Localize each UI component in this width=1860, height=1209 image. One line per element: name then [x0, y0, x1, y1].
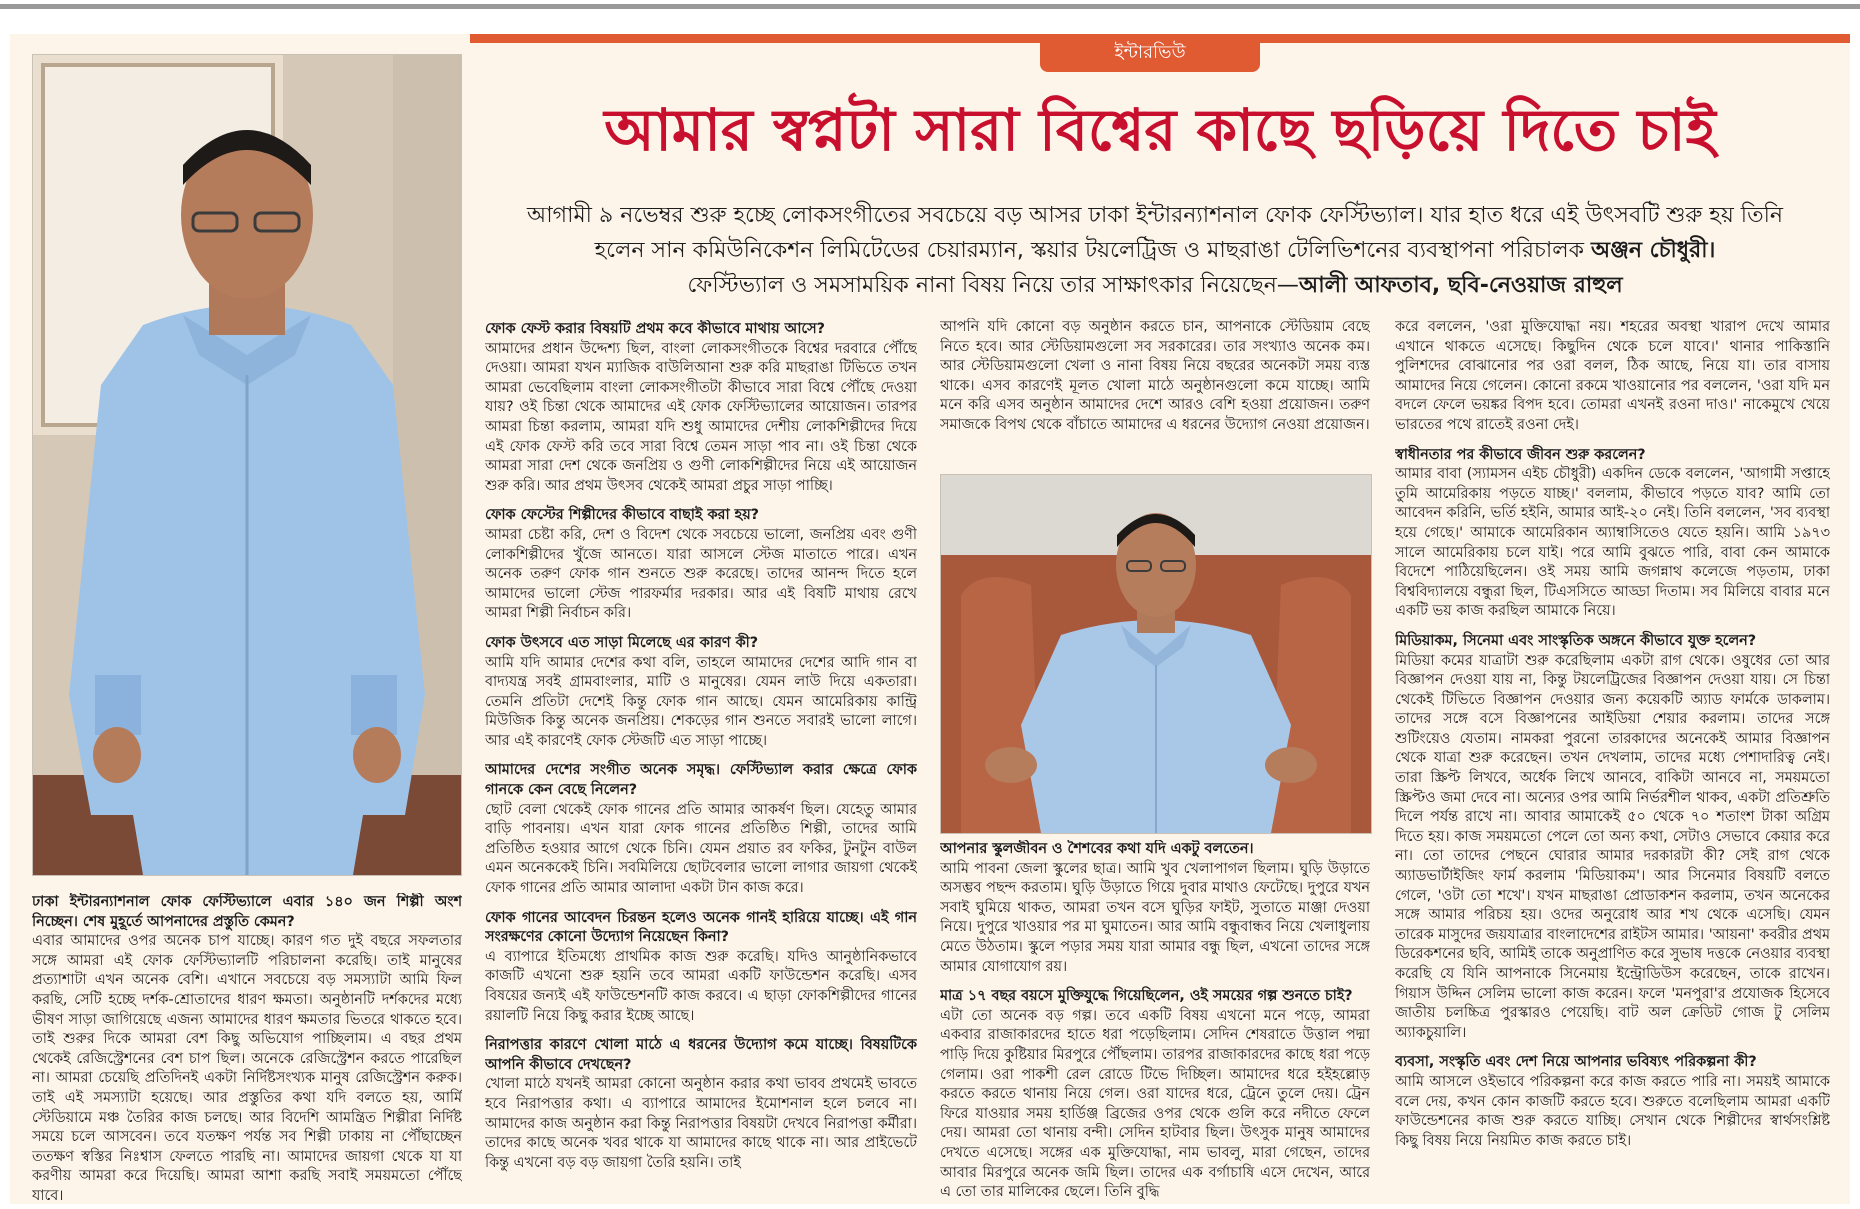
article-column-3-top [940, 318, 1370, 458]
answer: খোলা মাঠে যখনই আমরা কোনো অনুষ্ঠান করার কথা ভাবব প্রথমেই ভাবতে হবে নিরাপত্তার কথা। এ ব্যাপারে আমাদের ইমোশনাল হলে চলবে না। আমাদের কাজ অনুষ্ঠান করা কিন্তু নিরাপত্তার বিষয়টা দেখবে নিরাপত্তা কর্মীরা। তাদের কাছে অনেক খবর থাকে যা আমাদের কাছে থাকে না। আর প্রাইভেটে কিন্তু এখনো বড় বড় জায়গা তৈরি হয়নি। তাই [485, 1076, 917, 1171]
question: মাত্র ১৭ বছর বয়সে মুক্তিযুদ্ধে গিয়েছিলেন, ওই সময়ের গল্প শুনতে চাই? [940, 988, 1353, 1005]
question: ফোক গানের আবেদন চিরন্তন হলেও অনেক গানই হারিয়ে যাচ্ছে। এই গান সংরক্ষণের কোনো উদ্যোগ নিয়েছেন কিনা? [485, 909, 917, 946]
answer: ছোট বেলা থেকেই ফোক গানের প্রতি আমার আকর্ষণ ছিল। যেহেতু আমার বাড়ি পাবনায়। এখন যারা ফোক গানের প্রতিষ্ঠিত শিল্পী, তাদের আমি প্রতিষ্ঠিত হওয়ার আগে থেকে চিনি। যেমন প্রয়াত রব ফকির, টুনটুন বাউল এমন অনেককেই চিনি। সবমিলিয়ে ছোটবেলার ভালো লাগার জায়গা থেকেই ফোক গানের প্রতি আমার আলাদা একটা টান কাজ করে। [485, 801, 917, 897]
answer: আমি পাবনা জেলা স্কুলের ছাত্র। আমি খুব খেলাপাগল ছিলাম। ঘুড়ি উড়াতে অসম্ভব পছন্দ করতাম। ঘুড়ি উড়াতে গিয়ে দুবার মাথাও ফেটেছে। দুপুরে যখন সবাই ঘুমিয়ে থাকত, আমরা তখন বসে ঘুড়ির ফাইট, সুতাতে মাঞ্জা দেওয়া নিয়ে। দুপুরে খাওয়ার পর মা ঘুমাতেন। আর আমি বন্ধুবান্ধব নিয়ে খেলাধুলায় মেতে উঠতাম। স্কুলে পড়ার সময় যারা আমার বন্ধু ছিল, এখনো তাদের সঙ্গে আমার যোগাযোগ রয়। [940, 860, 1370, 975]
answer: আমরা চেষ্টা করি, দেশ ও বিদেশ থেকে সবচেয়ে ভালো, জনপ্রিয় এবং গুণী লোকশিল্পীদের খুঁজে আনতে। যারা আসলে স্টেজ মাতাতে পারে। এখন অনেক তরুণ ফোক গান শুনতে শুরু করেছে। তাদের আনন্দ দিতে হলে আমাদের ভালো স্টেজ পারফর্মার দরকার। আর এই বিষটি মাথায় রেখে আমরা শিল্পী নির্বাচন করি। [485, 526, 917, 622]
question: আমাদের দেশের সংগীত অনেক সমৃদ্ধ। ফেস্টিভ্যাল করার ক্ষেত্রে ফোক গানকে কেন বেছে নিলেন? [485, 762, 917, 799]
intro-line-2: হলেন সান কমিউনিকেশন লিমিটেডের চেয়ারম্যান, স্কয়ার টয়লেট্রিজ ও মাছরাঙা টেলিভিশনের ব্যবস্থাপনা পরিচালক অঞ্জন চৌধুরী। [594, 238, 1716, 263]
answer: আমাদের প্রধান উদ্দেশ্য ছিল, বাংলা লোকসংগীতকে বিশ্বের দরবারে পৌঁছে দেওয়া। আমরা যখন ম্যাজিক বাউলিআনা শুরু করি মাছরাঙা টিভিতে তখন আমরা ভেবেছিলাম বাংলা লোকসংগীতটা কীভাবে সারা বিশ্বে পৌঁছে দেওয়া যায়? ওই চিন্তা থেকে আমাদের এই ফোক ফেস্টিভ্যালের আয়োজন। তারপর আমরা চিন্তা করলাম, আমরা যদি শুধু আমাদের দেশীয় লোকশিল্পীদের দিয়ে এই ফোক ফেস্ট করি তবে সারা বিশ্বে তেমন সাড়া পাব না। ওই চিন্তা থেকে আমরা সারা দেশ থেকে জনপ্রিয় ও গুণী লোকশিল্পীদের নিয়ে এই আয়োজন শুরু করি। আর প্রথম উৎসব থেকেই আমরা প্রচুর সাড়া পাচ্ছি। [485, 340, 917, 494]
question: ব্যবসা, সংস্কৃতি এবং দেশ নিয়ে আপনার ভবিষ্যৎ পরিকল্পনা কী? [1395, 1054, 1757, 1071]
article-column-3-bottom [940, 840, 1370, 1205]
answer: আমি যদি আমার দেশের কথা বলি, তাহলে আমাদের দেশের আদি গান বা বাদ্যযন্ত্র সবই গ্রামবাংলার, মাটি ও মানুষের। যেমন লাউ দিয়ে একতারা। তেমনি প্রতিটা দেশেই কিন্তু ফোক গান আছে। যেমন আমেরিকায় কান্ট্রি মিউজিক কিন্তু অনেক জনপ্রিয়। শেকড়ের গান শুনতে সবারই ভালো লাগে। আর এই কারণেই ফোক স্টেজটি এত সাড়া পাচ্ছে। [485, 654, 917, 749]
top-rule [0, 4, 1860, 9]
question: মিডিয়াকম, সিনেমা এবং সাংস্কৃতিক অঙ্গনে কীভাবে যুক্ত হলেন? [1395, 632, 1757, 649]
question: ফোক উৎসবে এত সাড়া মিলেছে এর কারণ কী? [485, 634, 759, 651]
answer: এটা তো অনেক বড় গল্প। তবে একটি বিষয় এখনো মনে পড়ে, আমরা একবার রাজাকারদের হাতে ধরা পড়েছিলাম। সেদিন শেষরাতে উত্তাল পদ্মা পাড়ি দিয়ে কুষ্টিয়ার মিরপুরে পৌঁছলাম। তারপর রাজাকারদের কাছে ধরা পড়ে গেলাম। ওরা পাকশী রেল রোডে টিভে দিচ্ছিল। আমাদের ধরে হইহল্লোড় করতে করতে থানায় নিয়ে গেল। ওরা যাদের ধরে, ট্রেনে তুলে দেয়। ট্রেন ফিরে যাওয়ার সময় হার্ডিঞ্জ ব্রিজের ওপর থেকে গুলি করে নদীতে ফেলে দেয়। আমরা তো থানায় বন্দী। সেদিন হাটবার ছিল। উৎসুক মানুষ আমাদের দেখতে এসেছে। সঙ্গের এক মুক্তিযোদ্ধা, নাম ভাবলু, মারা গেছেন, তাদের আবার মিরপুরে অনেক জমি ছিল। তাদের এক বর্গাচাষি এসে দেখেন, আরে এ তো তার মালিকের ছেলে। তিনি বুদ্ধি [940, 1007, 1370, 1201]
answer: মিডিয়া কমের যাত্রাটা শুরু করেছিলাম একটা রাগ থেকে। ওষুধের তো আর বিজ্ঞাপন দেওয়া যায় না, কিন্তু টয়লেট্রিজের বিজ্ঞাপন দেওয়া যায়। সে চিন্তা থেকেই টিভিতে বিজ্ঞাপন দেওয়ার জন্য কয়েকটি অ্যাড ফার্মকে ডাকলাম। তাদের সঙ্গে বসে বিজ্ঞাপনের আইডিয়া শেয়ার করলাম। তাদের সঙ্গে শুটিংয়েও যেতাম। নামকরা পুরনো তারকাদের অনেকেই আমার বিজ্ঞাপন থেকে যাত্রা শুরু করেছেন। তখন দেখলাম, তাদের মধ্যে পেশাদারিত্ব নেই। তারা স্ক্রিপ্ট লিখবে, অর্ধেক লিখে আনবে, বাকিটা আনবে না, সময়মতো স্ক্রিপ্টও জমা দেবে না। অন্যের ওপর আমি নির্ভরশীল থাকব, একটা প্রতিশ্রুতি দিলে পর্যন্ত রাখে না। আবার আমাকেই ৫০ থেকে ৭০ শতাংশ টাকা অগ্রিম দিতে হয়। কাজ সময়মতো পেলে তো অন্য কথা, সেটাও সেভাবে কেয়ার করে না। তো তাদের পেছনে ঘোরার আমার দরকারটা কী? সেই রাগ থেকে অ্যাডভার্টাইজিং ফার্ম করলাম 'মিডিয়াকম'। আর সিনেমার বিষয়টি বলতে গেলে, 'ওটা তো শখে'। যখন মাছরাঙা প্রোডাকশন করলাম, তখন অনেকের সঙ্গে আমার পরিচয় হয়। ওদের অনুরোধ আর শখ থেকে এসেছি। যেমন তারেক মাসুদের জয়যাত্রার বাংলাদেশের রাইটস আমার। 'আয়না' কবরীর প্রথম ডিরেকশনের ছবি, আমিই তাকে অনুপ্রাণিত করে সুভাষ দত্তকে নেওয়ার ব্যবস্থা করেছি যে যিনি আপনাকে সিনেমায় ইন্ট্রোডিউস করেছেন, তাকে রাখেন। গিয়াস উদ্দিন সেলিম ভালো কাজ করেন। ফলে 'মনপুরা'র প্রযোজক হিসেবে জাতীয় চলচ্চিত্র পুরস্কারও পেয়েছি। বাট অল ক্রেডিট গোজ টু সেলিম অ্যাকচুয়ালি। [1395, 652, 1830, 1041]
question: নিরাপত্তার কারণে খোলা মাঠে এ ধরনের উদ্যোগ কমে যাচ্ছে। বিষয়টিকে আপনি কীভাবে দেখছেন? [485, 1037, 917, 1073]
question: ফোক ফেস্টের শিল্পীদের কীভাবে বাছাই করা হয়? [485, 507, 760, 524]
answer: করে বললেন, 'ওরা মুক্তিযোদ্ধা নয়। শহরের অবস্থা খারাপ দেখে আমার এখানে থাকতে এসেছে। কিছুদিন থেকে চলে যাবে।' থানার পাকিস্তানি পুলিশদের বোঝানোর পর ওরা বলল, ঠিক আছে, নিয়ে যা। তার বাসায় আমাদের নিয়ে গেলেন। কোনো রকমে খাওয়ানোর পর বললেন, 'ওরা যদি মন বদলে ফেলে ভয়ঙ্কর বিপদ হবে। তোমরা এখনই রওনা দাও।' নাকেমুখে খেয়ে ভারতের পথে রাতেই রওনা দেই। [1395, 319, 1830, 433]
headline: আমার স্বপ্নটা সারা বিশ্বের কাছে ছড়িয়ে দিতে চাই [604, 96, 1716, 164]
portrait-photo-seated [940, 474, 1372, 834]
question: ফোক ফেস্ট করার বিষয়টি প্রথম কবে কীভাবে মাথায় আসে? [485, 321, 826, 337]
answer: এ ব্যাপারে ইতিমধ্যে প্রাথমিক কাজ শুরু করেছি। যদিও আনুষ্ঠানিকভাবে কাজটি এখনো শুরু হয়নি তবে আমরা একটি ফাউন্ডেশন করেছি। এসব বিষয়ের জন্যই এই ফাউন্ডেশনটি কাজ করবে। এ ছাড়া ফোকশিল্পীদের গানের রয়ালটি নিয়ে কিছু করার ইচ্ছে আছে। [485, 948, 917, 1024]
question: স্বাধীনতার পর কীভাবে জীবন শুরু করলেন? [1395, 446, 1646, 463]
intro-paragraph [490, 198, 1820, 303]
question: আপনার স্কুলজীবন ও শৈশবের কথা যদি একটু বলতেন। [940, 841, 1254, 857]
byline-credit: আলী আফতাব, ছবি-নেওয়াজ রাহুল [1298, 273, 1623, 298]
portrait-photo-standing [32, 54, 462, 876]
article-column-2 [485, 320, 917, 1205]
answer: আমার বাবা (স্যামসন এইচ চৌধুরী) একদিন ডেকে বললেন, 'আগামী সপ্তাহে তুমি আমেরিকায় পড়তে যাচ্ছ।' বললাম, কীভাবে পড়তে যাব? আমি তো আবেদন করিনি, ভর্তি হইনি, আমার আই-২০ নেই। তিনি বললেন, 'সব ব্যবস্থা হয়ে গেছে।' আমাকে আমেরিকান অ্যাম্বাসিতেও যেতে হয়নি। আমি ১৯৭৩ সালে আমেরিকায় চলে যাই। পরে আমি বুঝতে পারি, বাবা কেন আমাকে বিদেশে পাঠিয়েছিলেন। ওই সময় আমি জগন্নাথ কলেজে পড়তাম, ঢাকা বিশ্ববিদ্যালয়ে বন্ধুরা ছিল, টিএসসিতে আড্ডা দিতাম। সব মিলিয়ে বাবার মনে একটি ভয় কাজ করছিল আমাকে নিয়ে। [1395, 466, 1830, 620]
intro-line-1: আগামী ৯ নভেম্বর শুরু হচ্ছে লোকসংগীতের সবচেয়ে বড় আসর ঢাকা ইন্টারন্যাশনাল ফোক ফেস্টিভ্যাল। যার হাত ধরে এই উৎসবটি শুরু হয় তিনি [526, 203, 1784, 228]
answer: আমি আসলে ওইভাবে পরিকল্পনা করে কাজ করতে পারি না। সময়ই আমাকে বলে দেয়, কখন কোন কাজটি করতে হবে। শুরুতে বলেছিলাম আমরা একটি ফাউন্ডেশনের কাজ শুরু করতে যাচ্ছি। সেখান থেকে শিল্পীদের স্বার্থসংশ্লিষ্ট কিছু বিষয় নিয়ে নিয়মিত কাজ করতে চাই। [1395, 1073, 1830, 1149]
question: ঢাকা ইন্টারন্যাশনাল ফোক ফেস্টিভ্যালে এবার ১৪০ জন শিল্পী অংশ নিচ্ছেন। শেষ মুহূর্তে আপনাদের প্রস্তুতি কেমন? [32, 894, 462, 930]
article-column-4 [1395, 318, 1830, 1205]
intro-line-3: ফেস্টিভ্যাল ও সমসাময়িক নানা বিষয় নিয়ে তার সাক্ষাৎকার নিয়েছেন—আলী আফতাব, ছবি-নেওয়াজ রাহুল [687, 273, 1623, 298]
interviewee-name: অঞ্জন চৌধুরী। [1591, 238, 1716, 263]
answer: এবার আমাদের ওপর অনেক চাপ যাচ্ছে। কারণ গত দুই বছরে সফলতার সঙ্গে আমরা এই ফোক ফেস্টিভ্যালটি পরিচালনা করেছি। তাই মানুষের প্রত্যাশাটা এখন অনেক বেশি। এখানে সবচেয়ে বড় সমস্যাটা আমি ফিল করছি, সেটি হচ্ছে দর্শক-শ্রোতাদের ধারণ ক্ষমতা। অনুষ্ঠানটি দর্শকদের মধ্যে ভীষণ সাড়া জাগিয়েছে এজন্য আমাদের ধারণ ক্ষমতার ভিতরে থাকতে হবে। তাই শুরুর দিকে আমরা বেশ কিছু অভিযোগ পাচ্ছিলাম। এ বছর প্রথম থেকেই রেজিস্ট্রেশনের বেশ চাপ ছিল। অনেকে রেজিস্ট্রেশন করতে পারেছিল না। আমরা চেয়েছি প্রতিদিনই একটা নির্দিষ্টসংখ্যক মানুষ রেজিস্ট্রেশন করুক। তাই এই সমস্যাটা হয়েছে। আর প্রস্তুতির কথা যদি বলতে হয়, আর্মি স্টেডিয়ামে মঞ্চ তৈরির কাজ চলছে। আর বিদেশি আমন্ত্রিত শিল্পীরা নির্দিষ্ট সময়ে চলে আসবেন। তবে যতক্ষণ পর্যন্ত সব শিল্পী ঢাকায় না পৌঁছাচ্ছেন ততক্ষণ স্বস্তির নিঃশ্বাস ফেলতে পারছি না। আমাদের জায়গা থেকে যা যা করণীয় আমরা করে দিয়েছি। আমরা আশা করছি সবাই সময়মতো পৌঁছে যাবে। [32, 933, 462, 1204]
article-column-1 [32, 893, 462, 1205]
section-tag: ইন্টারভিউ [1040, 34, 1260, 72]
answer: আপনি যদি কোনো বড় অনুষ্ঠান করতে চান, আপনাকে স্টেডিয়াম বেছে নিতে হবে। আর স্টেডিয়ামগুলো সব সরকারের। তার সংখ্যাও অনেক কম। আর স্টেডিয়ামগুলো খেলা ও নানা বিষয় নিয়ে বছরের অনেকটা সময় ব্যস্ত থাকে। এসব কারণেই মূলত খোলা মাঠে অনুষ্ঠানগুলো কমে যাচ্ছে। আমি মনে করি এসব অনুষ্ঠান আমাদের দেশে আরও বেশি হওয়া প্রয়োজন। তরুণ সমাজকে বিপথ থেকে বাঁচাতে আমাদের এ ধরনের উদ্যোগ নেওয়া প্রয়োজন। [940, 319, 1370, 433]
